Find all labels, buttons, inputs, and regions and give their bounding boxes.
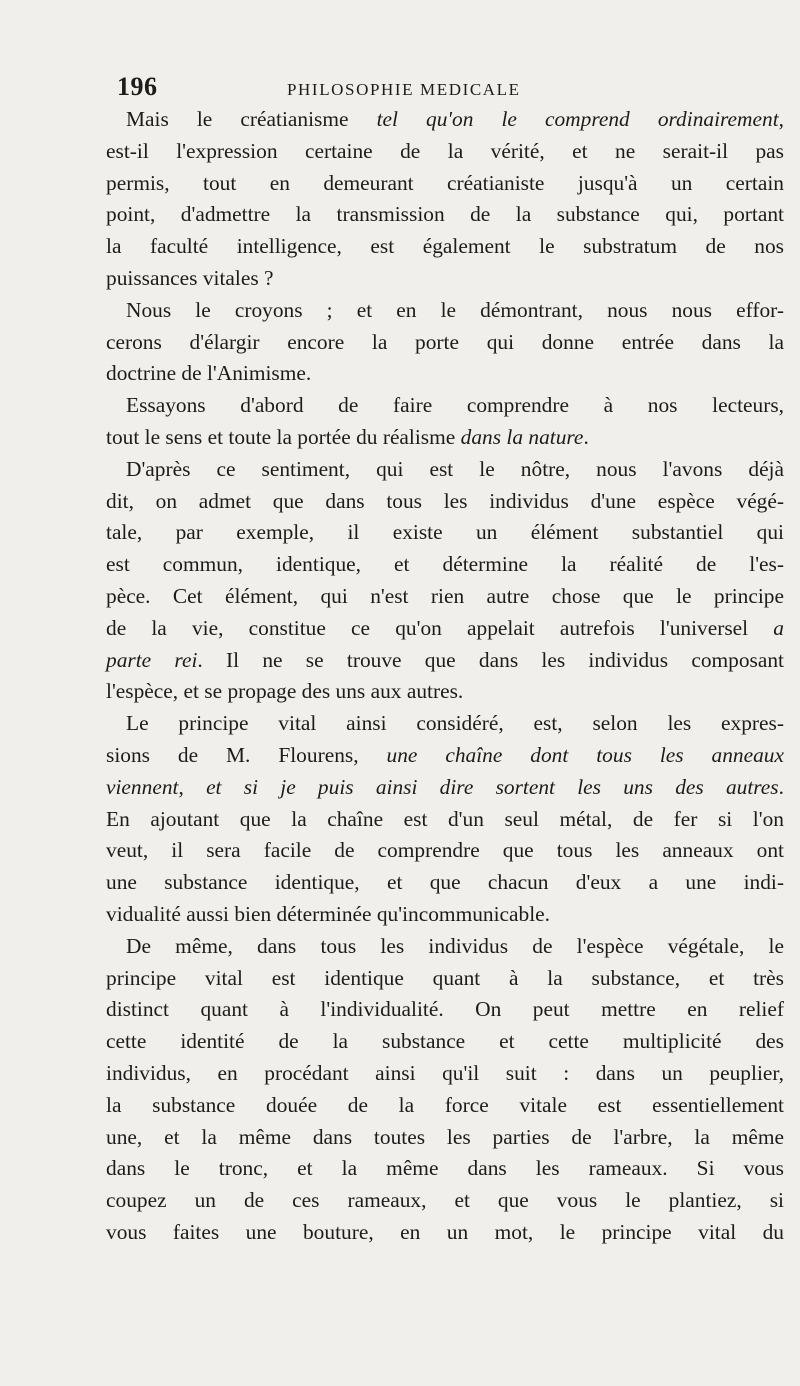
text-line: [106, 422, 784, 454]
text-segment: vidualité aussi bien déterminée qu'incommunicable.: [106, 901, 551, 926]
text-line: [106, 295, 784, 327]
text-segment: point, d'admettre la transmission de la substance qui, portant: [106, 202, 784, 227]
text-segment: puissances vitales ?: [106, 265, 274, 290]
text-line: [106, 136, 784, 168]
text-line: [106, 1058, 784, 1090]
text-segment: cette identité de la substance et cette multiplicité des: [106, 1029, 784, 1054]
text-segment: tale, par exemple, il existe un élément substantiel qui: [106, 520, 784, 545]
text-segment: sions de M. Flourens,: [106, 742, 387, 767]
text-line: [106, 1185, 784, 1217]
running-head: PHILOSOPHIE MEDICALE: [287, 80, 521, 99]
text-segment: dit, on admet que dans tous les individus d'une espèce végé-: [106, 488, 784, 513]
page-number: 196: [117, 72, 158, 101]
text-segment: Essayons d'abord de faire comprendre à nos lecteurs,: [126, 393, 784, 418]
text-segment: la substance douée de la force vitale est essentiellement: [106, 1092, 784, 1117]
italic-text: viennent: [106, 774, 179, 799]
text-line: [106, 1122, 784, 1154]
text-segment: ,: [178, 774, 207, 799]
text-line: [106, 199, 784, 231]
text-segment: est-il l'expression certaine de la vérité, et ne serait-il pas: [106, 138, 784, 163]
text-line: [106, 486, 784, 518]
text-segment: permis, tout en demeurant créatianiste jusqu'à un certain: [106, 170, 784, 195]
text-segment: une substance identique, et que chacun d'eux a une indi-: [106, 870, 784, 895]
text-line: [106, 263, 784, 295]
text-line: [106, 1153, 784, 1185]
text-segment: tout le sens et toute la portée du réalisme: [106, 424, 461, 449]
text-line: [106, 740, 784, 772]
text-line: [106, 708, 784, 740]
italic-text: une chaîne dont tous les anneaux: [386, 742, 784, 767]
text-line: [106, 899, 784, 931]
text-segment: l'espèce, et se propage des uns aux autres.: [106, 679, 464, 704]
text-segment: une, et la même dans toutes les parties de l'arbre, la même: [106, 1124, 784, 1149]
text-line: [106, 358, 784, 390]
text-segment: coupez un de ces rameaux, et que vous le plantiez, si: [106, 1188, 784, 1213]
italic-text: dans la nature: [460, 424, 584, 449]
text-segment: distinct quant à l'individualité. On peut mettre en relief: [106, 997, 784, 1022]
text-line: [106, 517, 784, 549]
italic-text: a: [773, 615, 784, 640]
text-line: [106, 1217, 784, 1249]
text-line: [106, 1090, 784, 1122]
italic-text: et si je puis ainsi dire sortent les uns des autres: [206, 774, 779, 799]
text-line: [106, 581, 784, 613]
text-line: [106, 454, 784, 486]
text-line: [106, 168, 784, 200]
text-segment: cerons d'élargir encore la porte qui donne entrée dans la: [106, 329, 784, 354]
page-header: [117, 72, 757, 104]
body-text: [106, 104, 784, 1249]
text-line: [106, 963, 784, 995]
text-segment: De même, dans tous les individus de l'espèce végétale, le: [126, 933, 784, 958]
text-line: [106, 994, 784, 1026]
text-segment: D'après ce sentiment, qui est le nôtre, nous l'avons déjà: [126, 456, 784, 481]
text-line: [106, 549, 784, 581]
text-line: [106, 645, 784, 677]
text-line: [106, 327, 784, 359]
text-line: [106, 676, 784, 708]
italic-text: tel qu'on le comprend ordinairement: [376, 107, 779, 131]
text-line: [106, 613, 784, 645]
text-line: [106, 804, 784, 836]
text-segment: principe vital est identique quant à la substance, et très: [106, 965, 784, 990]
italic-text: parte rei: [106, 647, 198, 672]
text-segment: doctrine de l'Animisme.: [106, 361, 312, 386]
text-segment: dans le tronc, et la même dans les rameaux. Si vous: [106, 1156, 784, 1181]
text-segment: Le principe vital ainsi considéré, est, selon les expres-: [126, 711, 784, 736]
text-segment: est commun, identique, et détermine la réalité de l'es-: [106, 552, 784, 577]
text-segment: Nous le croyons ; et en le démontrant, nous nous effor-: [126, 297, 784, 322]
text-segment: .: [778, 774, 784, 799]
text-segment: ,: [778, 107, 784, 131]
text-line: [106, 867, 784, 899]
text-segment: pèce. Cet élément, qui n'est rien autre chose que le principe: [106, 583, 784, 608]
text-segment: de la vie, constitue ce qu'on appelait autrefois l'universel: [106, 615, 774, 640]
text-line: [106, 1026, 784, 1058]
text-segment: .: [583, 424, 589, 449]
text-line: [106, 931, 784, 963]
text-segment: veut, il sera facile de comprendre que tous les anneaux ont: [106, 838, 784, 863]
text-segment: En ajoutant que la chaîne est d'un seul métal, de fer si l'on: [106, 806, 784, 831]
text-line: [106, 772, 784, 804]
text-line: [106, 835, 784, 867]
text-segment: vous faites une bouture, en un mot, le principe vital du: [106, 1219, 784, 1244]
text-segment: . Il ne se trouve que dans les individus composant: [197, 647, 785, 672]
text-line: [106, 231, 784, 263]
text-line: [106, 390, 784, 422]
text-line: [106, 104, 784, 136]
text-segment: individus, en procédant ainsi qu'il suit : dans un peuplier,: [106, 1060, 784, 1085]
text-segment: Mais le créatianisme: [126, 107, 377, 131]
text-segment: la faculté intelligence, est également le substratum de nos: [106, 234, 784, 259]
